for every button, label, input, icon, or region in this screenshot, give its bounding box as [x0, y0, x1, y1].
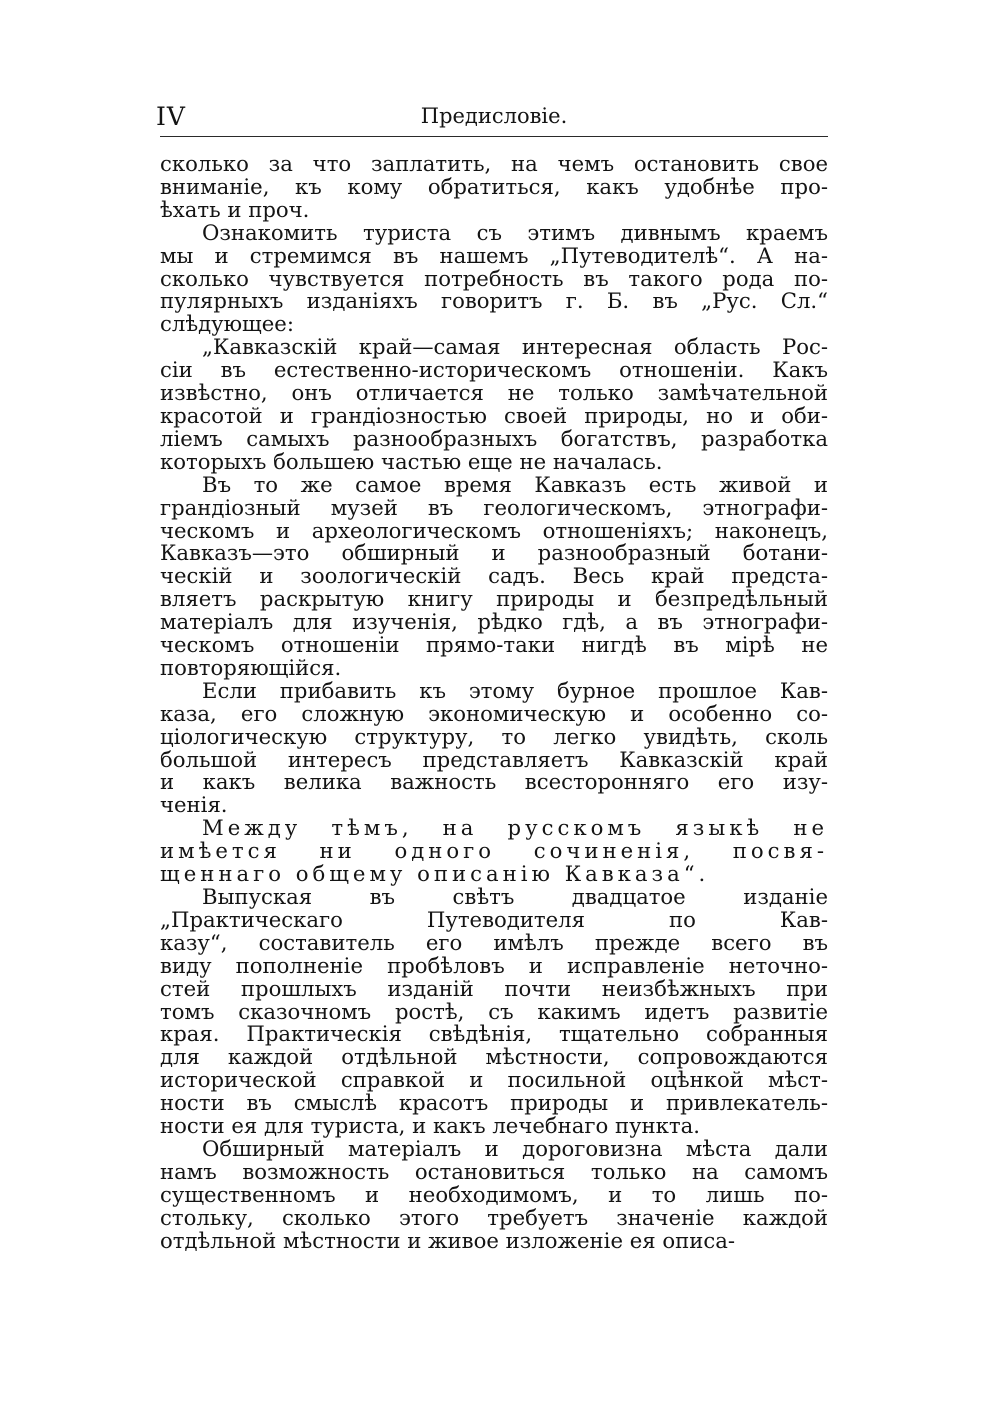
text-line: имѣется ни одного сочиненія, посвя-	[160, 838, 828, 864]
text-line: ческомъ и археологическомъ отношеніяхъ; наконецъ,	[160, 517, 828, 543]
text-line: для каждой отдѣльной мѣстности, сопровождаются	[160, 1044, 828, 1070]
text-line: и какъ велика важность всесторонняго его изу-	[160, 769, 828, 795]
text-line: Ознакомить туриста съ этимъ дивнымъ краемъ	[202, 219, 828, 245]
text-line: вляетъ раскрытую книгу природы и безпредѣльный	[160, 586, 828, 612]
paragraph	[160, 336, 828, 473]
text-line: Кавказъ—это обширный и разнообразный ботани-	[160, 540, 828, 566]
text-line: матеріалъ для изученія, рѣдко гдѣ, а въ этнографи-	[160, 609, 828, 635]
running-head	[156, 100, 828, 137]
paragraph	[160, 817, 828, 886]
text-line: пулярныхъ изданіяхъ говоритъ г. Б. въ „Рус. Сл.“	[160, 288, 828, 314]
body-text	[160, 153, 828, 1253]
text-line: сіи въ естественно-историческомъ отношеніи. Какъ	[160, 357, 828, 383]
text-line: стей прошлыхъ изданій почти неизбѣжныхъ при	[160, 975, 828, 1001]
text-line: отдѣльной мѣстности и живое изложеніе ея описа-	[160, 1227, 736, 1253]
text-line: исторической справкой и посильной оцѣнкой мѣст-	[160, 1067, 828, 1093]
text-line: которыхъ большею частью еще не началась.	[160, 448, 663, 474]
text-line: грандіозный музей въ геологическомъ, этнографи-	[160, 494, 828, 520]
text-line: ческій и зоологическій садъ. Весь край предста-	[160, 563, 828, 589]
book-page	[156, 100, 828, 1253]
paragraph	[160, 886, 828, 1138]
text-line: мы и стремимся въ нашемъ „Путеводителѣ“. А на-	[160, 242, 828, 268]
text-line: Если прибавить къ этому бурное прошлое Кав-	[202, 677, 828, 703]
text-line: „Кавказскій край—самая интересная область Рос-	[202, 334, 828, 360]
text-line: повторяющійся.	[160, 654, 342, 680]
paragraph	[160, 219, 828, 337]
text-line: Обширный матеріалъ и дороговизна мѣста дали	[202, 1135, 828, 1161]
paragraph	[160, 1135, 828, 1253]
text-line: намъ возможность остановиться только на самомъ	[160, 1158, 828, 1184]
text-line: томъ сказочномъ ростѣ, съ какимъ идетъ развитіе	[160, 998, 828, 1024]
text-line: красотой и грандіозностью своей природы, но и оби-	[160, 402, 828, 428]
text-line: виду пополненіе пробѣловъ и исправленіе неточно-	[160, 952, 828, 978]
text-line: казу“, составитель его имѣлъ прежде всего въ	[160, 929, 828, 955]
text-line: каза, его сложную экономическую и особенно со-	[160, 700, 828, 726]
text-line: вниманіе, къ кому обратиться, какъ удобнѣе про-	[160, 173, 828, 199]
text-line: ности ея для туриста, и какъ лечебнаго пункта.	[160, 1113, 701, 1139]
paragraph	[160, 471, 828, 680]
paragraph	[160, 677, 828, 818]
text-line: сколько за что заплатить, на чемъ остановить свое	[160, 151, 828, 176]
text-line: извѣстно, онъ отличается не только замѣчательной	[160, 380, 828, 406]
text-line: ности въ смыслѣ красотъ природы и привлекатель-	[160, 1090, 828, 1116]
text-line: „Практическаго Путеводителя по Кав-	[160, 906, 828, 932]
text-line: Между тѣмъ, на русскомъ языкѣ не	[202, 815, 828, 841]
text-line: ѣхать и проч.	[160, 196, 310, 222]
paragraph	[160, 153, 828, 222]
running-title: Предисловіе.	[420, 104, 568, 128]
text-line: стольку, сколько этого требуетъ значеніе каждой	[160, 1204, 828, 1230]
text-line: Въ то же самое время Кавказъ есть живой и	[202, 471, 828, 497]
text-line: ченія.	[160, 792, 228, 818]
page-number: IV	[156, 102, 186, 131]
text-line: сколько чувствуется потребность въ такого рода по-	[160, 265, 828, 291]
text-line: щеннаго общему описанію Кавказа“.	[160, 861, 710, 887]
text-line: ческомъ отношеніи прямо-таки нигдѣ въ мірѣ не	[160, 632, 828, 658]
text-line: большой интересъ представляетъ Кавказскій край	[160, 746, 828, 772]
text-line: Выпуская въ свѣтъ двадцатое изданіе	[202, 884, 828, 909]
text-line: слѣдующее:	[160, 311, 294, 337]
text-line: ціологическую структуру, то легко увидѣть, сколь	[160, 723, 828, 749]
text-line: края. Практическія свѣдѣнія, тщательно собранныя	[160, 1021, 828, 1047]
text-line: существенномъ и необходимомъ, и то лишь по-	[160, 1181, 828, 1207]
text-line: ліемъ самыхъ разнообразныхъ богатствъ, разработка	[160, 425, 828, 451]
